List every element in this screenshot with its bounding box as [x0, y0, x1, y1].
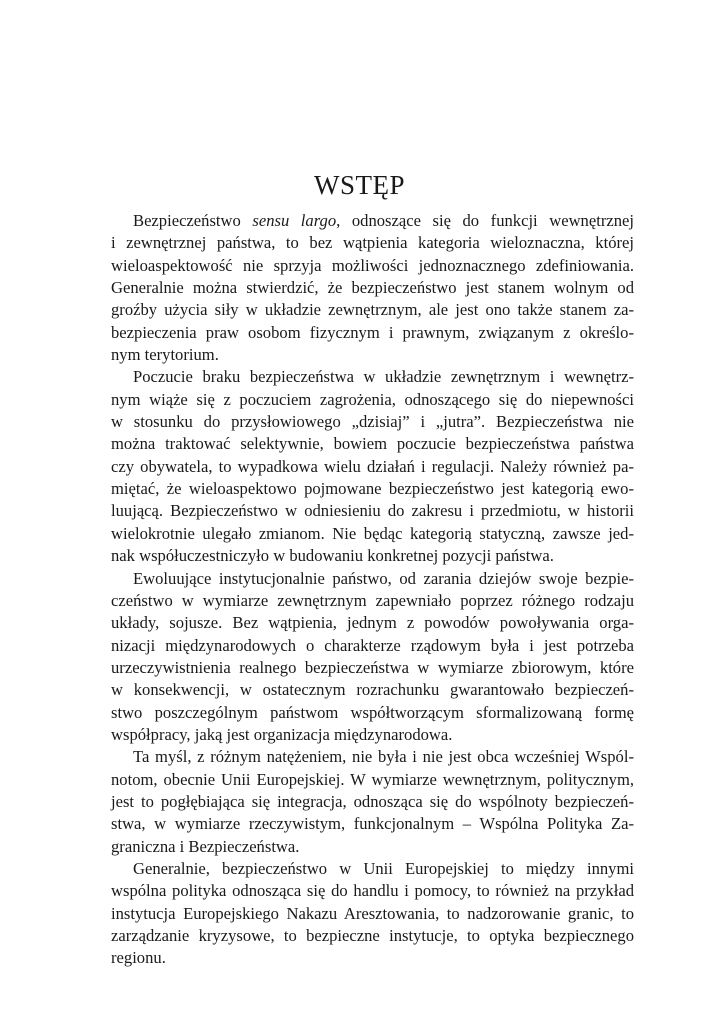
- text-line: nak współuczestniczyło w budowaniu konkretnej pozycji państwa.: [111, 546, 554, 566]
- text-line: instytucja Europejskiego Nakazu Aresztowania, to nadzorowanie granic, to: [111, 903, 634, 923]
- text-line: w konsekwencji, w ostatecznym rozrachunku gwarantowało bezpieczeń-: [111, 680, 634, 700]
- text-line: nym wiąże się z poczuciem zagrożenia, odnoszącego się do niepewności: [111, 389, 634, 409]
- body-text: [111, 210, 634, 970]
- text-line: współpracy, jaką jest organizacja międzynarodowa.: [111, 724, 453, 744]
- text-line: graniczna i Bezpieczeństwa.: [111, 836, 300, 856]
- text-line: czeństwo w wymiarze zewnętrznym zapewniało poprzez różnego rodzaju: [111, 590, 634, 610]
- page-title: WSTĘP: [313, 170, 405, 200]
- text-line: jest to pogłębiająca się integracja, odnosząca się do wspólnoty bezpieczeń-: [111, 791, 634, 811]
- paragraph: [111, 568, 634, 747]
- text-line: w stosunku do przysłowiowego „dzisiaj” i „jutra”. Bezpieczeństwa nie: [111, 412, 634, 432]
- text-line: Poczucie braku bezpieczeństwa w układzie zewnętrznym i wewnętrz-: [133, 367, 634, 387]
- paragraph: [111, 746, 634, 858]
- text-line: Generalnie, bezpieczeństwo w Unii Europejskiej to między innymi: [133, 858, 634, 878]
- text-line: Bezpieczeństwo sensu largo, odnoszące się do funkcji wewnętrznej: [133, 211, 634, 230]
- text-line: wieloaspektowość nie sprzyja możliwości jednoznacznego zdefiniowania.: [111, 255, 634, 275]
- text-line: stwa, w wymiarze rzeczywistym, funkcjonalnym – Wspólna Polityka Za-: [111, 814, 634, 834]
- text-line: można traktować selektywnie, bowiem poczucie bezpieczeństwa państwa: [111, 434, 634, 454]
- text-line: stwo poszczególnym państwom współtworzącym sformalizowaną formę: [111, 702, 634, 722]
- text-line: nizacji międzynarodowych o charakterze rządowym była i jest potrzeba: [111, 635, 634, 655]
- text-line: Generalnie można stwierdzić, że bezpieczeństwo jest stanem wolnym od: [111, 278, 634, 298]
- text-line: Ta myśl, z różnym natężeniem, nie była i nie jest obca wcześniej Wspól-: [133, 747, 634, 767]
- text-line: notom, obecnie Unii Europejskiej. W wymiarze wewnętrznym, politycznym,: [111, 769, 634, 789]
- text-line: i zewnętrznej państwa, to bez wątpienia kategoria wieloznaczna, której: [111, 233, 634, 253]
- text-line: regionu.: [111, 948, 166, 968]
- text-line: układy, sojusze. Bez wątpienia, jednym z powodów powoływania orga-: [111, 613, 634, 633]
- text-line: luującą. Bezpieczeństwo w odniesieniu do zakresu i przedmiotu, w historii: [111, 501, 634, 521]
- text-line: wspólna polityka odnosząca się do handlu i pomocy, to również na przykład: [111, 881, 634, 901]
- text-line: miętać, że wieloaspektowo pojmowane bezpieczeństwo jest kategorią ewo-: [111, 479, 634, 499]
- text-line: Ewoluujące instytucjonalnie państwo, od zarania dziejów swoje bezpie-: [133, 568, 634, 588]
- text-line: czy obywatela, to wypadkowa wielu działań i regulacji. Należy również pa-: [111, 456, 634, 476]
- paragraph: [111, 858, 634, 970]
- paragraph: [111, 366, 634, 567]
- italic-phrase: sensu largo: [252, 211, 337, 230]
- text-line: wielokrotnie ulegało zmianom. Nie będąc kategorią statyczną, zawsze jed-: [111, 523, 634, 543]
- text-line: groźby użycia siły w układzie zewnętrznym, ale jest ono także stanem za-: [111, 300, 634, 320]
- paragraph: [111, 210, 634, 366]
- text-line: urzeczywistnienia realnego bezpieczeństwa w wymiarze zbiorowym, które: [111, 657, 634, 677]
- text-line: nym terytorium.: [111, 345, 219, 365]
- text-line: zarządzanie kryzysowe, to bezpieczne instytucje, to optyka bezpiecznego: [111, 926, 634, 945]
- text-line: bezpieczenia praw osobom fizycznym i prawnym, związanym z określo-: [111, 322, 634, 342]
